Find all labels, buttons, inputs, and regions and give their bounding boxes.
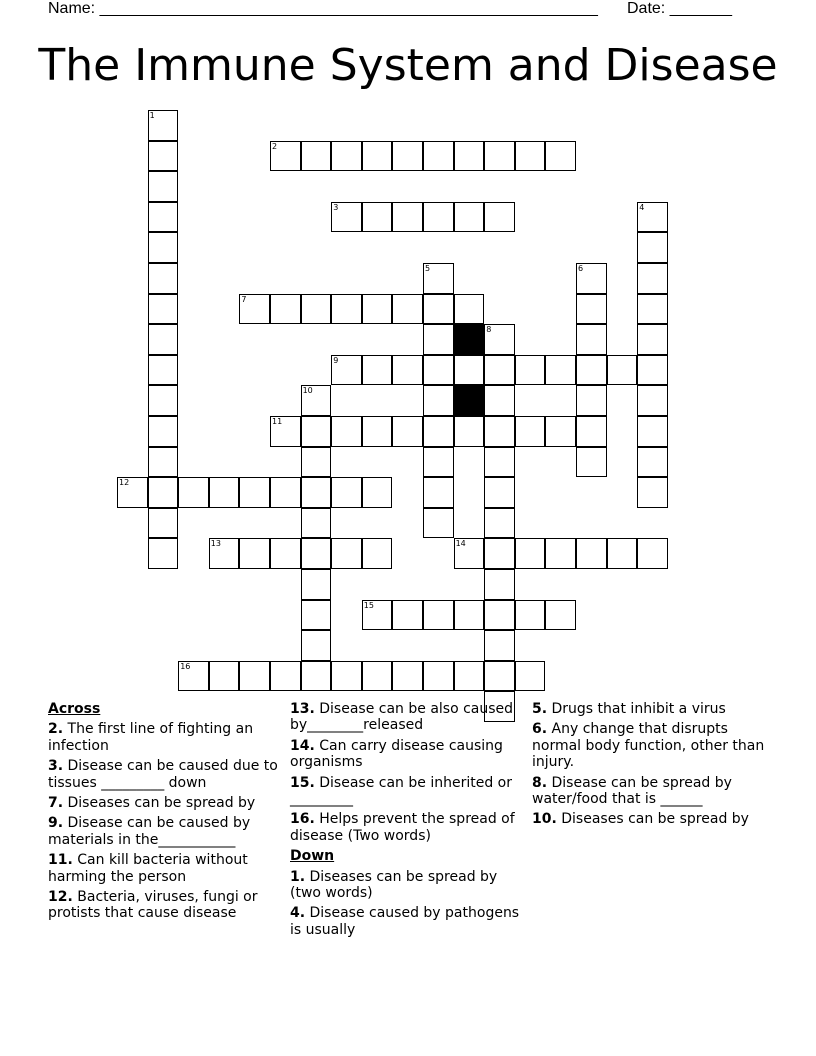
grid-cell[interactable] — [270, 294, 301, 325]
grid-cell[interactable] — [301, 630, 332, 661]
grid-cell[interactable] — [362, 355, 393, 386]
grid-cell[interactable] — [515, 600, 546, 631]
grid-cell[interactable] — [484, 324, 515, 355]
grid-cell[interactable] — [484, 447, 515, 478]
across-heading: Across — [48, 701, 101, 717]
grid-cell[interactable] — [362, 538, 393, 569]
grid-cell[interactable] — [331, 202, 362, 233]
blocked-cell — [454, 385, 485, 416]
grid-cell[interactable] — [362, 202, 393, 233]
clue-number: 2 — [272, 141, 278, 151]
grid-cell[interactable] — [484, 569, 515, 600]
grid-cell[interactable] — [423, 141, 454, 172]
grid-cell[interactable] — [484, 141, 515, 172]
grid-cell[interactable] — [270, 416, 301, 447]
grid-cell[interactable] — [637, 263, 668, 294]
grid-cell[interactable] — [301, 477, 332, 508]
grid-cell[interactable] — [515, 355, 546, 386]
grid-cell[interactable] — [239, 661, 270, 692]
grid-cell[interactable] — [423, 263, 454, 294]
grid-cell[interactable] — [423, 508, 454, 539]
grid-cell[interactable] — [484, 416, 515, 447]
grid-cell[interactable] — [301, 294, 332, 325]
grid-cell[interactable] — [270, 538, 301, 569]
grid-cell[interactable] — [484, 508, 515, 539]
grid-cell[interactable] — [637, 202, 668, 233]
grid-cell[interactable] — [209, 661, 240, 692]
clue-number: 15 — [363, 600, 374, 610]
grid-cell[interactable] — [423, 600, 454, 631]
clue-number: 10 — [302, 386, 313, 396]
grid-cell[interactable] — [545, 600, 576, 631]
grid-cell[interactable] — [148, 110, 179, 141]
grid-cell[interactable] — [148, 294, 179, 325]
grid-cell[interactable] — [637, 385, 668, 416]
clue-number: 8 — [486, 325, 492, 335]
clue-across-11: 11. Can kill bacteria without harming the person — [48, 852, 248, 885]
grid-cell[interactable] — [148, 171, 179, 202]
grid-cell[interactable] — [454, 661, 485, 692]
grid-cell[interactable] — [270, 661, 301, 692]
grid-cell[interactable] — [209, 538, 240, 569]
clue-down-5: 5. Drugs that inhibit a virus — [532, 701, 726, 717]
clue-number: 16 — [180, 661, 191, 671]
grid-cell[interactable] — [362, 600, 393, 631]
grid-cell[interactable] — [423, 324, 454, 355]
clue-number: 12 — [119, 478, 130, 488]
grid-cell[interactable] — [637, 447, 668, 478]
grid-cell[interactable] — [515, 141, 546, 172]
clue-number: 7 — [241, 294, 247, 304]
clue-number: 4 — [639, 202, 645, 212]
grid-cell[interactable] — [423, 294, 454, 325]
grid-cell[interactable] — [239, 477, 270, 508]
clue-across-13: 13. Disease can be also caused by________released — [290, 701, 514, 734]
grid-cell[interactable] — [576, 263, 607, 294]
grid-cell[interactable] — [301, 508, 332, 539]
grid-cell[interactable] — [545, 416, 576, 447]
grid-cell[interactable] — [423, 355, 454, 386]
grid-cell[interactable] — [301, 538, 332, 569]
grid-cell[interactable] — [637, 324, 668, 355]
grid-cell[interactable] — [545, 141, 576, 172]
grid-cell[interactable] — [148, 263, 179, 294]
grid-cell[interactable] — [209, 477, 240, 508]
grid-cell[interactable] — [362, 141, 393, 172]
grid-cell[interactable] — [484, 630, 515, 661]
grid-cell[interactable] — [637, 294, 668, 325]
clue-across-7: 7. Diseases can be spread by — [48, 795, 256, 812]
clue-down-6: 6. Any change that disrupts normal body function, other than injury. — [532, 721, 765, 771]
grid-cell[interactable] — [576, 385, 607, 416]
grid-cell[interactable] — [484, 661, 515, 692]
date-field[interactable]: Date: _______ — [627, 0, 732, 17]
grid-cell[interactable] — [178, 661, 209, 692]
grid-cell[interactable] — [423, 661, 454, 692]
clue-down-8: 8. Disease can be spread by water/food that is ______ — [532, 774, 732, 808]
grid-cell[interactable] — [270, 477, 301, 508]
grid-cell[interactable] — [392, 600, 423, 631]
grid-cell[interactable] — [301, 569, 332, 600]
grid-cell[interactable] — [117, 477, 148, 508]
grid-cell[interactable] — [576, 294, 607, 325]
grid-cell[interactable] — [454, 202, 485, 233]
grid-cell[interactable] — [484, 202, 515, 233]
clue-number: 11 — [272, 417, 283, 426]
grid-cell[interactable] — [454, 294, 485, 325]
grid-cell[interactable] — [148, 232, 179, 263]
clue-down-10: 10. Diseases can be spread by — [532, 811, 749, 828]
grid-cell[interactable] — [362, 477, 393, 508]
grid-cell[interactable] — [423, 447, 454, 478]
grid-cell[interactable] — [454, 141, 485, 172]
grid-cell[interactable] — [515, 538, 546, 569]
grid-cell[interactable] — [607, 538, 638, 569]
grid-cell[interactable] — [545, 355, 576, 386]
clue-across-3: 3. Disease can be caused due to tissues _________ down — [48, 758, 278, 791]
grid-cell[interactable] — [301, 141, 332, 172]
grid-cell[interactable] — [301, 385, 332, 416]
grid-cell[interactable] — [484, 355, 515, 386]
blocked-cell — [454, 324, 485, 355]
page-title: The Immune System and Disease — [38, 40, 778, 91]
grid-cell[interactable] — [362, 661, 393, 692]
clue-across-16: 16. Helps prevent the spread of disease (Two words) — [290, 811, 515, 844]
grid-cell[interactable] — [148, 416, 179, 447]
grid-cell[interactable] — [301, 447, 332, 478]
grid-cell[interactable] — [239, 294, 270, 325]
grid-cell[interactable] — [484, 385, 515, 416]
grid-cell[interactable] — [392, 355, 423, 386]
grid-cell[interactable] — [239, 538, 270, 569]
clue-number: 6 — [578, 264, 584, 273]
grid-cell[interactable] — [545, 538, 576, 569]
grid-cell[interactable] — [148, 447, 179, 478]
grid-cell[interactable] — [362, 416, 393, 447]
down-heading: Down — [290, 848, 335, 865]
grid-cell[interactable] — [148, 355, 179, 386]
grid-cell[interactable] — [148, 477, 179, 508]
grid-cell[interactable] — [454, 600, 485, 631]
clue-across-9: 9. Disease can be caused by materials in the___________ — [48, 815, 251, 848]
grid-cell[interactable] — [515, 661, 546, 692]
grid-cell[interactable] — [576, 355, 607, 386]
grid-cell[interactable] — [301, 661, 332, 692]
grid-cell[interactable] — [454, 538, 485, 569]
grid-cell[interactable] — [392, 202, 423, 233]
clue-across-12: 12. Bacteria, viruses, fungi or protists that cause disease — [48, 889, 258, 922]
name-field[interactable]: Name: ________________________________________________________ — [48, 0, 598, 17]
grid-cell[interactable] — [454, 416, 485, 447]
clue-number: 13 — [210, 539, 221, 549]
clues-column-1 — [48, 701, 284, 926]
grid-cell[interactable] — [148, 141, 179, 172]
grid-cell[interactable] — [423, 202, 454, 233]
grid-cell[interactable] — [301, 416, 332, 447]
clue-down-4: 4. Disease caused by pathogens is usually — [290, 905, 520, 938]
grid-cell[interactable] — [515, 416, 546, 447]
clue-across-2: 2. The first line of fighting an infection — [48, 721, 254, 754]
grid-cell[interactable] — [331, 416, 362, 447]
grid-cell[interactable] — [637, 477, 668, 508]
clues-column-3 — [532, 701, 768, 832]
grid-cell[interactable] — [607, 355, 638, 386]
grid-cell[interactable] — [362, 294, 393, 325]
clue-across-15: 15. Disease can be inherited or _________ — [290, 774, 512, 808]
grid-cell[interactable] — [331, 477, 362, 508]
grid-cell[interactable] — [484, 600, 515, 631]
grid-cell[interactable] — [392, 416, 423, 447]
grid-cell[interactable] — [178, 477, 209, 508]
clue-number: 1 — [149, 111, 155, 120]
grid-cell[interactable] — [454, 355, 485, 386]
grid-cell[interactable] — [423, 416, 454, 447]
clues-column-2 — [290, 701, 526, 942]
grid-cell[interactable] — [331, 661, 362, 692]
grid-cell[interactable] — [423, 477, 454, 508]
grid-cell[interactable] — [637, 355, 668, 386]
grid-cell[interactable] — [576, 538, 607, 569]
clue-across-14: 14. Can carry disease causing organisms — [290, 737, 503, 771]
grid-cell[interactable] — [637, 538, 668, 569]
clue-number: 9 — [333, 355, 339, 365]
grid-cell[interactable] — [576, 447, 607, 478]
grid-cell[interactable] — [392, 141, 423, 172]
clue-number: 3 — [333, 202, 339, 212]
grid-cell[interactable] — [148, 385, 179, 416]
grid-cell[interactable] — [423, 385, 454, 416]
grid-cell[interactable] — [392, 294, 423, 325]
clue-number: 14 — [455, 539, 466, 549]
grid-cell[interactable] — [392, 661, 423, 692]
grid-cell[interactable] — [576, 416, 607, 447]
grid-cell[interactable] — [331, 538, 362, 569]
clue-number: 5 — [425, 264, 431, 273]
grid-cell[interactable] — [637, 416, 668, 447]
grid-cell[interactable] — [148, 508, 179, 539]
grid-cell[interactable] — [148, 324, 179, 355]
grid-cell[interactable] — [576, 324, 607, 355]
clue-down-1: 1. Diseases can be spread by (two words) — [290, 868, 498, 902]
grid-cell[interactable] — [148, 538, 179, 569]
grid-cell[interactable] — [484, 477, 515, 508]
grid-cell[interactable] — [331, 141, 362, 172]
grid-cell[interactable] — [331, 355, 362, 386]
grid-cell[interactable] — [331, 294, 362, 325]
grid-cell[interactable] — [637, 232, 668, 263]
grid-cell[interactable] — [148, 202, 179, 233]
grid-cell[interactable] — [484, 538, 515, 569]
grid-cell[interactable] — [301, 600, 332, 631]
grid-cell[interactable] — [270, 141, 301, 172]
